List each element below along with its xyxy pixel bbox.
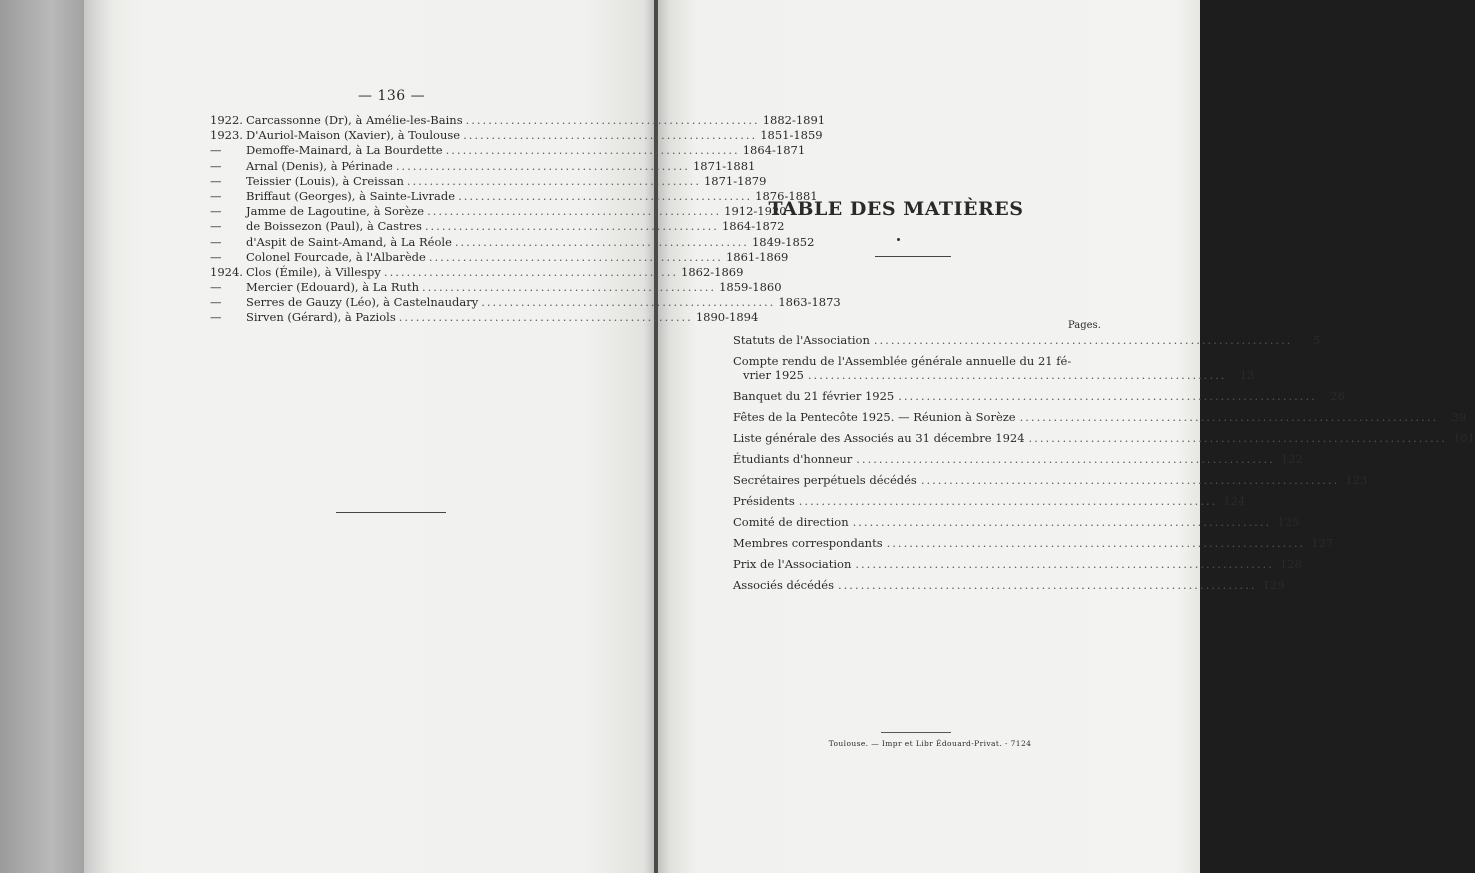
toc-page: 129	[1262, 578, 1285, 592]
toc-entry[interactable]	[733, 354, 1255, 382]
list-item	[210, 113, 826, 128]
leader-dots: ....................................................	[383, 264, 679, 279]
list-item	[210, 219, 785, 234]
entry-name: Teissier (Louis), à Creissan	[246, 173, 404, 188]
list-item	[210, 188, 818, 204]
toc-entry[interactable]	[733, 515, 1300, 529]
list-item	[210, 264, 744, 280]
entry-name: Jamme de Lagoutine, à Sorèze	[246, 204, 425, 219]
leader-dots: ..........................................................................	[886, 536, 1306, 550]
entry-name: Colonel Fourcade, à l'Albarède	[246, 249, 426, 264]
toc-page: 123	[1345, 473, 1368, 487]
table-of-contents	[733, 333, 1475, 599]
entry-name: Carcassonne (Dr), à Amélie-les-Bains	[246, 113, 463, 127]
list-item	[210, 128, 823, 143]
leader-dots: ....................................................	[465, 113, 760, 127]
entry-year: —	[210, 173, 222, 188]
member-list	[210, 113, 841, 326]
entry-dates: 1912-1920	[724, 204, 787, 219]
list-item	[210, 249, 789, 265]
entry-name: Serres de Gauzy (Léo), à Castelnaudary	[246, 295, 479, 310]
leader-dots: ..........................................................................	[838, 578, 1257, 592]
entry-year: —	[210, 310, 222, 325]
entry-dates: 1851-1859	[760, 128, 823, 143]
entry-name: Arnal (Denis), à Périnade	[246, 158, 393, 173]
toc-title-continued: vrier 1925	[743, 368, 804, 382]
entry-year: —	[210, 234, 222, 249]
toc-entry[interactable]	[733, 431, 1475, 445]
entry-dates: 1861-1869	[725, 249, 789, 264]
entry-dates: 1863-1873	[778, 295, 841, 310]
entry-year: —	[210, 143, 222, 158]
list-item	[210, 295, 841, 310]
entry-dates: 1864-1871	[742, 143, 806, 158]
entry-year: —	[210, 280, 222, 295]
book-edge	[0, 0, 84, 873]
divider-rule	[875, 256, 951, 257]
toc-title: Étudiants d'honneur	[733, 452, 853, 466]
entry-dates: 1871-1881	[692, 158, 756, 173]
entry-name: d'Aspit de Saint-Amand, à La Réole	[246, 234, 452, 249]
entry-dates: 1859-1860	[719, 280, 782, 295]
entry-name: Demoffe-Mainard, à La Bourdette	[246, 143, 443, 158]
ornament-dot	[897, 238, 900, 241]
toc-entry[interactable]	[733, 389, 1345, 403]
toc-page: 13	[1239, 368, 1255, 382]
entry-year: 1923.	[210, 128, 243, 143]
list-item	[210, 143, 806, 158]
leader-dots: ....................................................	[481, 295, 776, 310]
page-number: — 136 —	[358, 88, 426, 104]
leader-dots: ..........................................................................	[1028, 431, 1448, 445]
entry-dates: 1882-1891	[762, 113, 826, 127]
entry-year: —	[210, 158, 222, 173]
entry-year: —	[210, 204, 222, 219]
toc-title: Compte rendu de l'Assemblée générale annuelle du 21 fé-	[733, 354, 1072, 368]
entry-name: D'Auriol-Maison (Xavier), à Toulouse	[246, 128, 461, 143]
pages-column-label: Pages.	[1068, 320, 1101, 331]
toc-page: 39	[1451, 410, 1467, 424]
entry-name: Briffaut (Georges), à Sainte-Livrade	[246, 188, 456, 203]
leader-dots: ..........................................................................	[920, 473, 1340, 487]
leader-dots: ....................................................	[463, 128, 758, 143]
leader-dots: ..........................................................................	[856, 452, 1275, 466]
leader-dots: ....................................................	[427, 204, 722, 219]
leader-dots: ..........................................................................	[807, 368, 1227, 382]
toc-entry[interactable]	[733, 536, 1334, 550]
toc-title: Fêtes de la Pentecôte 1925. — Réunion à Sorèze	[733, 410, 1016, 424]
leader-dots: ....................................................	[428, 249, 723, 264]
toc-title: Associés décédés	[733, 578, 834, 592]
leader-dots: ....................................................	[458, 188, 753, 203]
toc-title: Comité de direction	[733, 515, 849, 529]
toc-page: 128	[1279, 557, 1302, 571]
toc-title: Banquet du 21 février 1925	[733, 389, 895, 403]
toc-entry[interactable]	[733, 473, 1368, 487]
entry-dates: 1876-1881	[755, 188, 818, 203]
entry-year: —	[210, 219, 222, 234]
entry-year: —	[210, 188, 222, 203]
leader-dots: ....................................................	[395, 158, 690, 173]
entry-year: 1922.	[210, 113, 243, 127]
list-item	[210, 310, 759, 325]
toc-page: 122	[1280, 452, 1303, 466]
toc-page: 125	[1277, 515, 1300, 529]
leader-dots: ....................................................	[454, 234, 749, 249]
toc-title: Secrétaires perpétuels décédés	[733, 473, 917, 487]
toc-title: Liste générale des Associés au 31 décembre 1924	[733, 431, 1025, 445]
toc-entry[interactable]	[733, 557, 1302, 571]
divider-rule	[881, 732, 951, 733]
list-item	[210, 234, 815, 250]
entry-name: Sirven (Gérard), à Paziols	[246, 310, 396, 325]
toc-entry[interactable]	[733, 452, 1303, 466]
toc-page: 5	[1313, 333, 1321, 347]
page-title: TABLE DES MATIÈRES	[768, 198, 1024, 220]
toc-page: 101	[1453, 431, 1475, 445]
leader-dots: ..........................................................................	[798, 494, 1218, 508]
leader-dots: ....................................................	[398, 310, 693, 325]
entry-dates: 1864-1872	[721, 219, 785, 234]
entry-year: 1924.	[210, 264, 243, 279]
entry-name: Clos (Émile), à Villespy	[246, 264, 381, 279]
printer-imprint: Toulouse. — Impr et Libr Édouard-Privat. - 7124	[828, 739, 1032, 748]
leader-dots: ....................................................	[422, 280, 717, 295]
leader-dots: ....................................................	[424, 219, 719, 234]
leader-dots: ..........................................................................	[873, 333, 1293, 347]
entry-dates: 1890-1894	[695, 310, 759, 325]
toc-entry[interactable]	[733, 333, 1321, 347]
toc-title: Présidents	[733, 494, 795, 508]
entry-dates: 1849-1852	[751, 234, 815, 249]
toc-entry[interactable]	[733, 494, 1246, 508]
toc-entry[interactable]	[733, 578, 1285, 592]
leader-dots: ..........................................................................	[1019, 410, 1439, 424]
leader-dots: ..........................................................................	[898, 389, 1317, 403]
leader-dots: ....................................................	[445, 143, 740, 158]
list-item	[210, 173, 767, 189]
leader-dots: ..........................................................................	[855, 557, 1274, 571]
entry-dates: 1862-1869	[681, 264, 744, 279]
entry-name: de Boissezon (Paul), à Castres	[246, 219, 422, 234]
toc-title: Membres correspondants	[733, 536, 883, 550]
entry-name: Mercier (Edouard), à La Ruth	[246, 280, 419, 295]
entry-year: —	[210, 249, 222, 264]
toc-page: 124	[1223, 494, 1246, 508]
entry-year: —	[210, 295, 222, 310]
list-item	[210, 158, 756, 174]
toc-entry[interactable]	[733, 410, 1467, 424]
toc-page: 26	[1330, 389, 1345, 403]
toc-title: Statuts de l'Association	[733, 333, 870, 347]
list-item	[210, 204, 787, 219]
toc-title: Prix de l'Association	[733, 557, 852, 571]
list-item	[210, 280, 782, 295]
leader-dots: ..........................................................................	[852, 515, 1272, 529]
toc-page: 127	[1311, 536, 1334, 550]
entry-dates: 1871-1879	[703, 173, 767, 188]
leader-dots: ....................................................	[406, 173, 701, 188]
divider-rule	[336, 512, 446, 513]
